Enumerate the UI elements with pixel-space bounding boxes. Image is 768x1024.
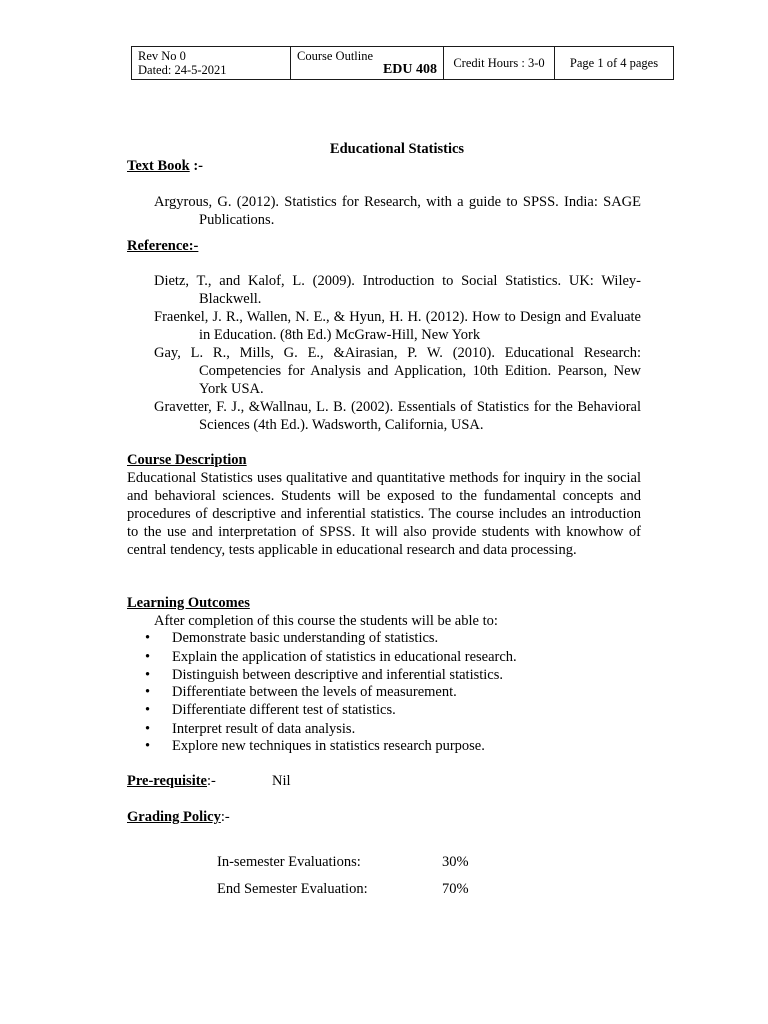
learning-outcomes-intro: After completion of this course the students will be able to: — [154, 613, 498, 629]
grading-row-value: 70% — [442, 881, 469, 897]
header-course-cell — [291, 47, 444, 79]
grading-row-value: 30% — [442, 854, 469, 870]
reference-item: Gay, L. R., Mills, G. E., &Airasian, P. W. (2010). Educational Research: Competencies for Analysis and Application, 10th Edition. Pearson, New York USA. — [154, 345, 641, 397]
course-description-heading: Course Description — [127, 452, 247, 468]
bullet-icon: • — [145, 684, 151, 700]
bullet-icon: • — [145, 630, 151, 646]
rev-number: Rev No 0 — [138, 49, 186, 63]
reference-item: Fraenkel, J. R., Wallen, N. E., & Hyun, H. H. (2012). How to Design and Evaluate in Education. (8th Ed.) McGraw-Hill, New York — [154, 309, 641, 343]
prerequisite-heading: Pre-requisite:- — [127, 773, 216, 789]
bullet-icon: • — [145, 649, 151, 665]
course-outline-label: Course Outline — [297, 49, 374, 63]
reference-heading: Reference:- — [127, 238, 199, 254]
document-header-table — [131, 46, 674, 80]
reference-item: Dietz, T., and Kalof, L. (2009). Introduction to Social Statistics. UK: Wiley-Blackwell. — [154, 273, 641, 307]
text-book-heading: Text Book :- — [127, 158, 204, 174]
bullet-icon: • — [145, 702, 151, 718]
bullet-icon: • — [145, 667, 151, 683]
course-description-text: Educational Statistics uses qualitative and quantitative methods for inquiry in the social and behavioral sciences. Students will be exposed to the fundamental concepts and procedures of descriptive and inferential statistics. The course includes an introduction to the use and interpretation of SPSS. It will also provide students with knowhow of central tendency, tests applicable in educational research and data processing. — [127, 470, 641, 558]
grading-policy-heading: Grading Policy:- — [127, 809, 230, 825]
page-title: Educational Statistics — [329, 141, 465, 157]
course-code: EDU 408 — [382, 62, 437, 77]
page-indicator: Page 1 of 4 pages — [569, 56, 659, 70]
bullet-icon: • — [145, 738, 151, 754]
prerequisite-value: Nil — [272, 773, 291, 789]
dated: Dated: 24-5-2021 — [138, 63, 227, 77]
credit-hours: Credit Hours : 3-0 — [444, 47, 555, 79]
grading-row-label: In-semester Evaluations: — [217, 854, 361, 870]
text-book-item: Argyrous, G. (2012). Statistics for Research, with a guide to SPSS. India: SAGE Publications. — [154, 194, 641, 228]
reference-item: Gravetter, F. J., &Wallnau, L. B. (2002). Essentials of Statistics for the Behavioral Sciences (4th Ed.). Wadsworth, California, USA. — [154, 399, 641, 433]
learning-outcomes-heading: Learning Outcomes — [127, 595, 250, 611]
grading-row-label: End Semester Evaluation: — [217, 881, 368, 897]
header-rev-cell — [132, 47, 291, 79]
bullet-icon: • — [145, 721, 151, 737]
